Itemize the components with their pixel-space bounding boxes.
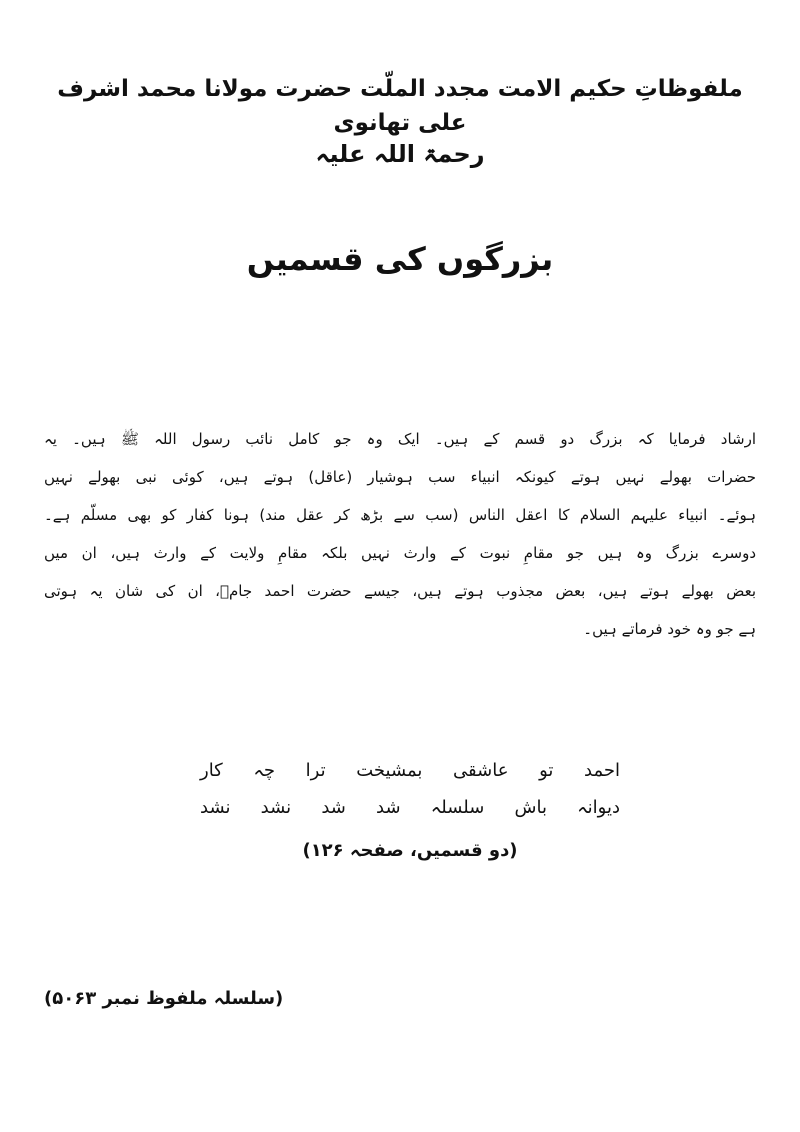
- verse-line: احمد تو عاشقی بمشیخت ترا چہ کار: [200, 760, 620, 781]
- body-line: حضرات بھولے نہیں ہوتے کیونکہ انبیاء سب ہوشیار (عاقل) ہوتے ہیں، کوئی نبی بھولے نہیں: [44, 468, 756, 486]
- body-paragraph: [44, 420, 756, 648]
- body-line: ارشاد فرمایا کہ بزرگ دو قسم کے ہیں۔ ایک وہ جو کامل نائب رسول اللہ ﷺ ہیں۔ یہ: [44, 430, 756, 448]
- body-line: ہوئے۔ انبیاء علیہم السلام کا اعقل الناس (سب سے بڑھ کر عقل مند) ہونا کفار کو بھی مسلّم ہے۔: [44, 506, 756, 524]
- document-title: ملفوظاتِ حکیم الامت مجدد الملّت حضرت مولانا محمد اشرف علی تھانوی: [57, 76, 743, 136]
- body-line: ہے جو وہ خود فرماتے ہیں۔: [583, 620, 756, 638]
- body-line: بعض بھولے ہوتے ہیں، بعض مجذوب ہوتے ہیں، جیسے حضرت احمد جامؒ، ان کی شان یہ ہوتی: [44, 582, 756, 600]
- source-reference: (دو قسمیں، صفحہ ۱۲۶): [302, 840, 518, 861]
- malfuz-number: (سلسلہ ملفوظ نمبر ۵۰۶۳): [44, 988, 284, 1009]
- verse-line: دیوانہ باش سلسلہ شد شد نشد نشد: [200, 797, 620, 818]
- body-line: دوسرے بزرگ وہ ہیں جو مقامِ نبوت کے وارث نہیں بلکہ مقامِ ولایت کے وارث ہیں، ان میں: [44, 544, 756, 562]
- document-subtitle: رحمۃ اللہ علیہ: [315, 140, 485, 168]
- section-heading: بزرگوں کی قسمیں: [246, 240, 554, 278]
